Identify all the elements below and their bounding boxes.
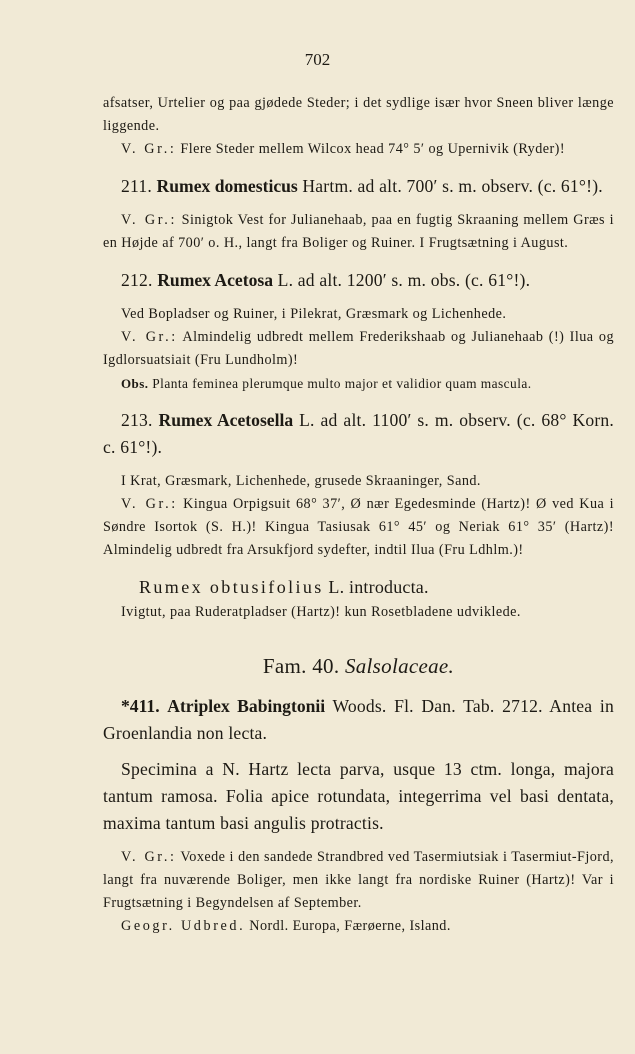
geo-label: Geogr. Udbred.: [121, 918, 246, 934]
entry-212-obs: [103, 372, 614, 395]
locality-text: Kingua Orpigsuit 68° 37′, Ø nær Egedesminde (Hartz)! Ø ved Kua i Søndre Isortok (S. H.)! Kingua Tasiusak 61° 45′ og Neriak 61° 35′ (Hartz)! Almindelig udbredt fra Arsukfjord sydefter, indtil Ilua (Fru Ldhlm.)!: [103, 496, 615, 558]
page-number: 702: [304, 50, 331, 69]
entry-212-heading: [103, 267, 614, 294]
entry-heading-rest: Woods. Fl. Dan. Tab. 2712. Antea in Groenlandia non lecta.: [103, 696, 614, 743]
vgr-label: V. Gr.:: [121, 329, 178, 345]
vgr-label: V. Gr.:: [121, 496, 178, 512]
entry-213-habitat: [103, 470, 614, 493]
vgr-label: V. Gr.:: [121, 141, 177, 157]
entry-heading-rest: L. ad alt. 1100′ s. m. observ. (c. 68° Korn. c. 61°!).: [103, 410, 614, 457]
habitat-text: I Krat, Græsmark, Lichenhede, grusede Skraaninger, Sand.: [121, 473, 481, 489]
family-label: Fam. 40.: [262, 654, 340, 678]
entry-heading-rest: Hartm. ad alt. 700′ s. m. observ. (c. 61°!).: [302, 176, 603, 196]
entry-212-habitat: [103, 303, 614, 326]
introducta-locality: [103, 601, 614, 624]
page-content: [103, 92, 614, 938]
species-name: Rumex obtusifolius: [139, 577, 324, 597]
obs-label: Obs.: [121, 376, 149, 391]
entry-number: 211.: [121, 176, 152, 196]
vgr-label: V. Gr.:: [121, 212, 177, 228]
species-name: Atriplex Babingtonii: [167, 696, 326, 716]
entry-213-locality: [103, 493, 614, 562]
locality-text: Ivigtut, paa Ruderatpladser (Hartz)! kun Rosetbladene udviklede.: [121, 604, 521, 620]
entry-number: *411.: [121, 696, 160, 716]
locality-text: Almindelig udbredt mellem Frederikshaab og Julianehaab (!) Ilua og Igdlorsuatsiait (Fru Lundholm)!: [103, 329, 615, 368]
entry-number: 212.: [121, 270, 153, 290]
vgr-label: V. Gr.:: [121, 849, 177, 865]
entry-411-heading: [103, 693, 614, 747]
entry-211-heading: [103, 173, 614, 200]
species-name: Rumex Acetosa: [157, 270, 274, 290]
paragraph-vgr-wilcox: [103, 138, 614, 161]
intro-text: afsatser, Urtelier og paa gjødede Steder; i det sydlige især hvor Sneen bliver længe liggende.: [103, 95, 614, 134]
introducta-heading: [103, 574, 614, 601]
habitat-text: Ved Bopladser og Ruiner, i Pilekrat, Græsmark og Lichenhede.: [121, 306, 507, 322]
family-heading: [103, 654, 614, 679]
entry-213-heading: [103, 407, 614, 461]
entry-211-locality: [103, 209, 614, 255]
family-name: Salsolaceae.: [344, 654, 455, 678]
entry-411-locality: [103, 846, 614, 915]
paragraph-intro: [103, 92, 614, 138]
entry-heading-rest: L. introducta.: [328, 577, 429, 597]
locality-text: Sinigtok Vest for Julianehaab, paa en fugtig Skraaning mellem Græs i en Højde af 700′ o. H., langt fra Boliger og Ruiner. I Frugtsætning i August.: [103, 212, 614, 251]
entry-212-locality: [103, 326, 614, 372]
entry-number: 213.: [121, 410, 153, 430]
species-name: Rumex Acetosella: [158, 410, 294, 430]
obs-text: Planta feminea plerumque multo major et validior quam mascula.: [152, 376, 532, 391]
vgr-text: Flere Steder mellem Wilcox head 74° 5′ og Upernivik (Ryder)!: [180, 141, 566, 157]
locality-text: Voxede i den sandede Strandbred ved Tasermiutsiak i Tasermiut-Fjord, langt fra nuværende Boliger, men ikke langt fra nordiske Ruiner (Hartz)! Var i Frugtsætning i Begyndelsen af September.: [103, 849, 614, 911]
entry-heading-rest: L. ad alt. 1200′ s. m. obs. (c. 61°!).: [277, 270, 531, 290]
entry-411-distribution: [103, 915, 614, 938]
species-name: Rumex domesticus: [156, 176, 298, 196]
entry-411-description: [103, 756, 614, 837]
description-text: Specimina a N. Hartz lecta parva, usque 13 ctm. longa, majora tantum ramosa. Folia apice rotundata, integerrima vel basi dentata, maxima tantum basi angulis protractis.: [103, 759, 614, 833]
geo-text: Nordl. Europa, Færøerne, Island.: [249, 918, 451, 934]
